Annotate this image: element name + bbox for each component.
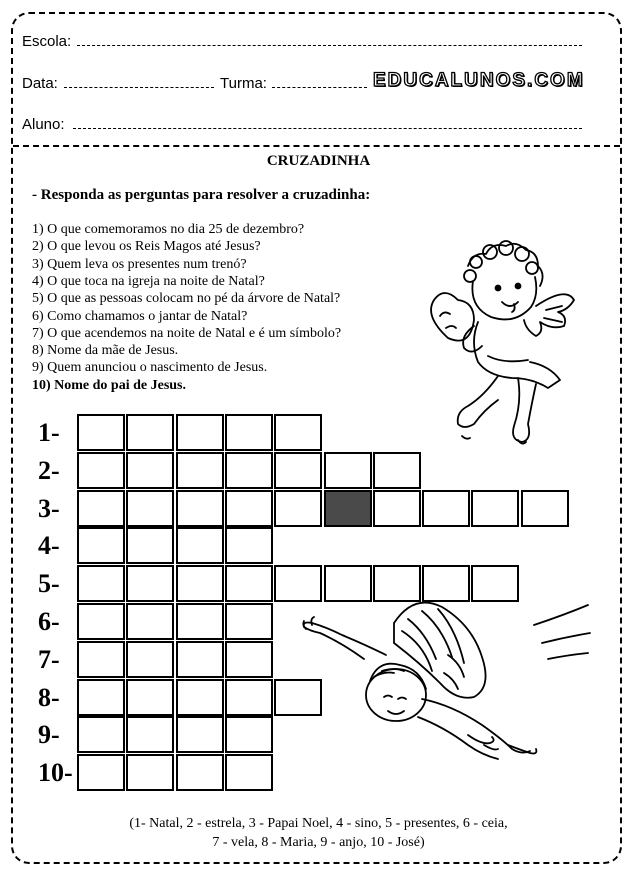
crossword-cell[interactable]: [176, 527, 224, 564]
crossword-cell[interactable]: [225, 641, 273, 678]
crossword-cell[interactable]: [225, 603, 273, 640]
question-5: 5) O que as pessoas colocam no pé da árvore de Natal?: [32, 291, 341, 307]
crossword-cell[interactable]: [126, 452, 174, 489]
crossword-cell[interactable]: [77, 716, 125, 753]
cupid-angel-icon: [418, 236, 578, 466]
answer-key-line-1: (1- Natal, 2 - estrela, 3 - Papai Noel, 4 - sino, 5 - presentes, 6 - ceia,: [129, 816, 508, 831]
question-9: 9) Quem anunciou o nascimento de Jesus.: [32, 360, 268, 376]
crossword-cell[interactable]: [126, 603, 174, 640]
row-label-3: 3-: [38, 493, 60, 523]
crossword-cell[interactable]: [225, 679, 273, 716]
crossword-cell[interactable]: [521, 490, 569, 527]
crossword-cell[interactable]: [77, 641, 125, 678]
crossword-cell[interactable]: [324, 452, 372, 489]
row-label-6: 6-: [38, 607, 60, 636]
question-4: 4) O que toca na igreja na noite de Natal?: [32, 273, 265, 289]
school-label: Escola:: [22, 33, 72, 50]
school-field[interactable]: [77, 45, 582, 46]
crossword-cell[interactable]: [274, 452, 322, 489]
flying-angel-icon: [298, 595, 598, 765]
crossword-cell[interactable]: [176, 679, 224, 716]
crossword-cell[interactable]: [471, 490, 519, 527]
date-label: Data:: [22, 75, 58, 92]
question-6: 6) Como chamamos o jantar de Natal?: [32, 308, 248, 324]
answer-key: [0, 814, 637, 852]
crossword-cell[interactable]: [373, 452, 421, 489]
class-field[interactable]: [272, 87, 367, 88]
crossword-cell[interactable]: [126, 527, 174, 564]
crossword-cell[interactable]: [225, 490, 273, 527]
crossword-cell[interactable]: [126, 716, 174, 753]
brand-logo: EDUCALUNOS.COM: [373, 70, 585, 91]
crossword-cell[interactable]: [126, 679, 174, 716]
crossword-cell[interactable]: [77, 565, 125, 602]
row-label-5: 5-: [38, 569, 60, 599]
row-label-7: 7-: [38, 644, 60, 674]
row-label-1: 1-: [38, 418, 60, 447]
crossword-cell[interactable]: [77, 603, 125, 640]
row-label-2: 2-: [38, 455, 60, 485]
crossword-cell[interactable]: [274, 414, 322, 451]
student-label: Aluno:: [22, 116, 65, 133]
question-2: 2) O que levou os Reis Magos até Jesus?: [32, 239, 261, 255]
crossword-cell[interactable]: [126, 414, 174, 451]
crossword-cell[interactable]: [126, 565, 174, 602]
crossword-cell[interactable]: [274, 490, 322, 527]
blocked-cell: [324, 490, 372, 527]
question-10: 10) Nome do pai de Jesus.: [32, 377, 187, 393]
crossword-cell[interactable]: [126, 490, 174, 527]
worksheet-title: CRUZADINHA: [266, 153, 371, 169]
crossword-cell[interactable]: [77, 527, 125, 564]
answer-key-line-2: 7 - vela, 8 - Maria, 9 - anjo, 10 - José): [212, 835, 425, 850]
crossword-cell[interactable]: [225, 565, 273, 602]
header-separator: [13, 145, 620, 147]
crossword-cell[interactable]: [225, 754, 273, 791]
crossword-cell[interactable]: [176, 452, 224, 489]
student-field[interactable]: [73, 128, 582, 129]
class-label: Turma:: [220, 75, 267, 92]
crossword-cell[interactable]: [176, 490, 224, 527]
crossword-cell[interactable]: [77, 754, 125, 791]
crossword-cell[interactable]: [77, 414, 125, 451]
question-1: 1) O que comemoramos no dia 25 de dezembro?: [32, 222, 305, 237]
row-label-4: 4-: [38, 531, 60, 561]
crossword-cell[interactable]: [422, 490, 470, 527]
crossword-cell[interactable]: [176, 641, 224, 678]
crossword-cell[interactable]: [176, 414, 224, 451]
crossword-cell[interactable]: [225, 414, 273, 451]
instruction: - Responda as perguntas para resolver a cruzadinha:: [32, 187, 371, 203]
crossword-cell[interactable]: [225, 452, 273, 489]
crossword-cell[interactable]: [176, 565, 224, 602]
question-8: 8) Nome da mãe de Jesus.: [32, 343, 179, 359]
crossword-cell[interactable]: [225, 716, 273, 753]
crossword-cell[interactable]: [77, 679, 125, 716]
date-field[interactable]: [64, 87, 214, 88]
crossword-cell[interactable]: [176, 716, 224, 753]
crossword-cell[interactable]: [176, 603, 224, 640]
row-label-10: 10-: [38, 758, 73, 788]
row-label-8: 8-: [38, 682, 60, 712]
question-7: 7) O que acendemos na noite de Natal e é um símbolo?: [32, 325, 342, 341]
crossword-cell[interactable]: [77, 452, 125, 489]
question-3: 3) Quem leva os presentes num trenó?: [32, 256, 247, 272]
crossword-cell[interactable]: [77, 490, 125, 527]
crossword-cell[interactable]: [176, 754, 224, 791]
crossword-cell[interactable]: [373, 490, 421, 527]
crossword-cell[interactable]: [126, 754, 174, 791]
crossword-cell[interactable]: [225, 527, 273, 564]
row-label-9: 9-: [38, 720, 60, 750]
crossword-cell[interactable]: [126, 641, 174, 678]
